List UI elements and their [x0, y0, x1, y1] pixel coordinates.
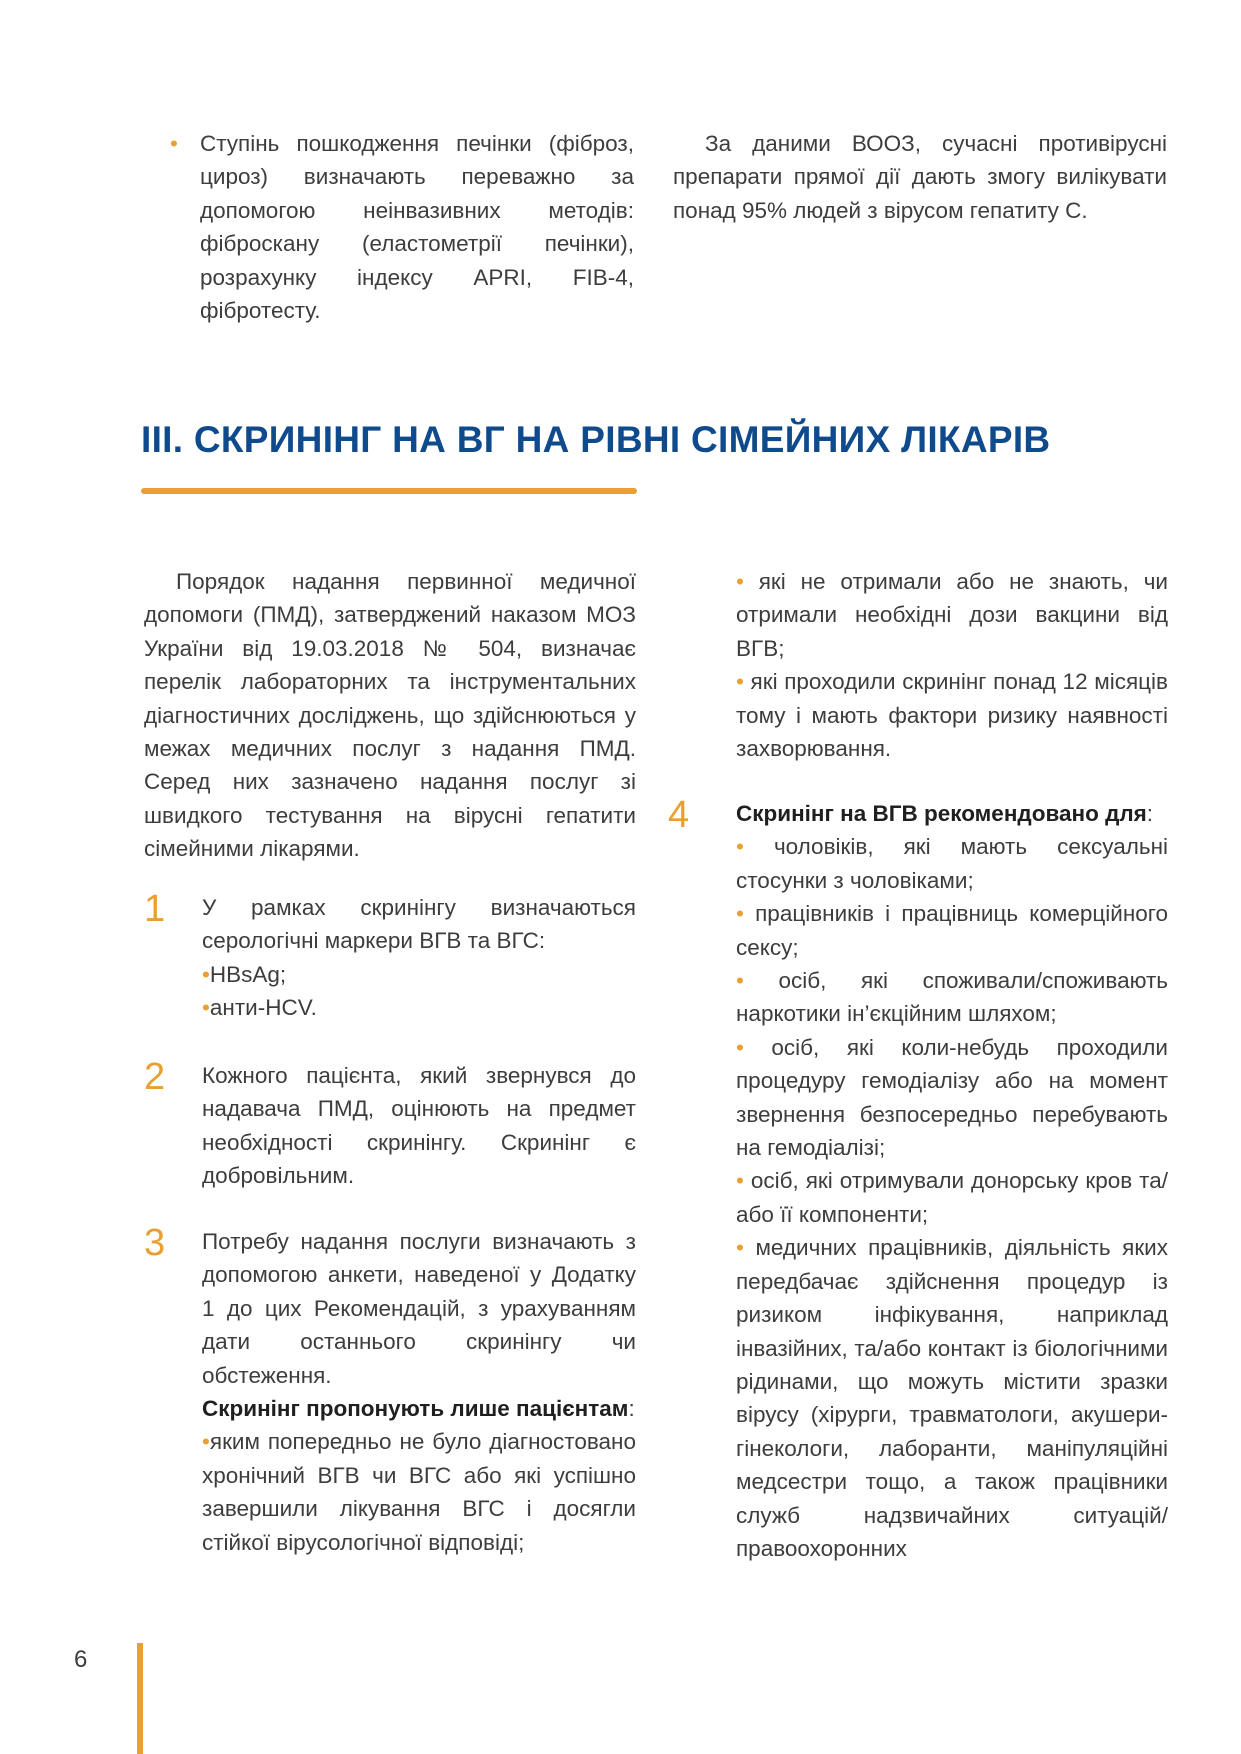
- list-item-text: які не отримали або не знають, чи отримали необхідні дози вакцини від ВГВ;: [736, 569, 1168, 661]
- list-item-text: HBsAg;: [209, 961, 287, 987]
- bullet-icon: •: [736, 1235, 744, 1261]
- list-item: [202, 991, 636, 1024]
- list-item-text: працівників і працівниць комерційного сексу;: [736, 901, 1168, 960]
- list-item-text: чоловіків, які мають сексуальні стосунки з чоловіками;: [736, 834, 1168, 893]
- item-number: 3: [144, 1222, 166, 1264]
- bullet-icon: •: [202, 1429, 210, 1455]
- item-text: Потребу надання послуги визначають з допомогою анкети, наведеної у Додатку 1 до цих Рекомендацій, з урахуванням дати останнього скринінгу чи обстеження.: [202, 1229, 636, 1388]
- list-item: [736, 830, 1168, 897]
- item-subheading: Скринінг на ВГВ рекомендовано для:: [736, 801, 1154, 826]
- list-item-text: осіб, які отримували донорську кров та/або її компоненти;: [736, 1168, 1168, 1227]
- list-item-text: які проходили скринінг понад 12 місяців тому і мають фактори ризику наявності захворювання.: [736, 669, 1168, 762]
- bullet-icon: •: [170, 131, 178, 156]
- item-number: 1: [144, 888, 166, 930]
- top-right-column: [673, 127, 1167, 227]
- intro-paragraph: [144, 565, 636, 866]
- bullet-icon: •: [736, 834, 744, 860]
- list-item: [736, 964, 1168, 1031]
- list-item: [170, 127, 634, 327]
- list-item-text: Ступінь пошкодження печінки (фіброз, цироз) визначають переважно за допомогою неінвазивних методів: фіброскану (еластометрії печінки), розрахунку індексу APRI, FIB-4, фібротесту.: [200, 131, 634, 324]
- item-number: 4: [668, 794, 690, 836]
- list-item-text: медичних працівників, діяльність яких передбачає здійснення процедур із ризиком інфікування, наприклад інвазійних, та/або контакт із біологічними рідинами, що можуть містити зразки вірусу (хірурги, травматологи, акушери-гінекологи, лаборанти, маніпуляційні медсестри тощо, а також працівники служб надзвичайних ситуацій/правоохоронних: [736, 1235, 1168, 1561]
- list-item: [736, 1031, 1168, 1165]
- item-body: [202, 1059, 636, 1193]
- list-item-text: осіб, які споживали/споживають наркотики ін’єкційним шляхом;: [736, 968, 1168, 1027]
- list-item: [736, 665, 1168, 765]
- page-number: 6: [74, 1646, 88, 1673]
- item-number: 2: [144, 1056, 166, 1098]
- bullet-icon: •: [202, 995, 210, 1021]
- bullet-icon: •: [736, 968, 744, 994]
- list-item: [202, 958, 636, 991]
- paragraph: За даними ВООЗ, сучасні противірусні препарати прямої дії дають змогу вилікувати понад 95% людей з вірусом гепатиту С.: [673, 131, 1167, 223]
- top-left-column: [170, 127, 634, 327]
- right-column: [736, 565, 1168, 765]
- list-item: [736, 1231, 1168, 1565]
- bullet-icon: •: [736, 669, 744, 695]
- list-item: [736, 897, 1168, 964]
- item-body: [736, 797, 1168, 1565]
- title-underline: [141, 488, 637, 494]
- bullet-icon: •: [736, 1034, 744, 1060]
- item-body: [202, 891, 636, 1025]
- list-item-text: яким попередньо не було діагностовано хронічний ВГВ чи ВГС або які успішно завершили лікування ВГС і досягли стійкої вірусологічної відповіді;: [202, 1429, 636, 1555]
- list-item-text: осіб, які коли-небудь проходили процедуру гемодіалізу або на момент звернення безпосередньо перебувають на гемодіалізі;: [736, 1034, 1168, 1161]
- list-item: [202, 1425, 636, 1559]
- bullet-icon: •: [736, 1168, 744, 1194]
- list-item-text: анти-HCV.: [209, 995, 317, 1021]
- item-text: Кожного пацієнта, який звернувся до надавача ПМД, оцінюють на предмет необхідності скринінгу. Скринінг є добровільним.: [202, 1063, 636, 1189]
- bullet-icon: •: [736, 569, 744, 594]
- footer-accent-bar: [137, 1643, 143, 1754]
- item-body: [202, 1225, 636, 1559]
- bullet-icon: •: [736, 901, 744, 927]
- item-subheading: Скринінг пропонують лише пацієнтам:: [202, 1396, 635, 1422]
- bullet-icon: •: [202, 961, 210, 987]
- item-text: У рамках скринінгу визначаються серологічні маркери ВГВ та ВГС:: [202, 895, 636, 954]
- list-item: [736, 565, 1168, 665]
- section-title: ІІІ. СКРИНІНГ НА ВГ НА РІВНІ СІМЕЙНИХ ЛІКАРІВ: [141, 419, 1051, 460]
- paragraph: Порядок надання первинної медичної допомоги (ПМД), затверджений наказом МОЗ України від 19.03.2018 № 504, визначає перелік лабораторних та інструментальних діагностичних досліджень, що здійснюються у межах медичних послуг з надання ПМД. Серед них зазначено надання послуг зі швидкого тестування на вірусні гепатити сімейними лікарями.: [144, 569, 636, 862]
- list-item: [736, 1164, 1168, 1231]
